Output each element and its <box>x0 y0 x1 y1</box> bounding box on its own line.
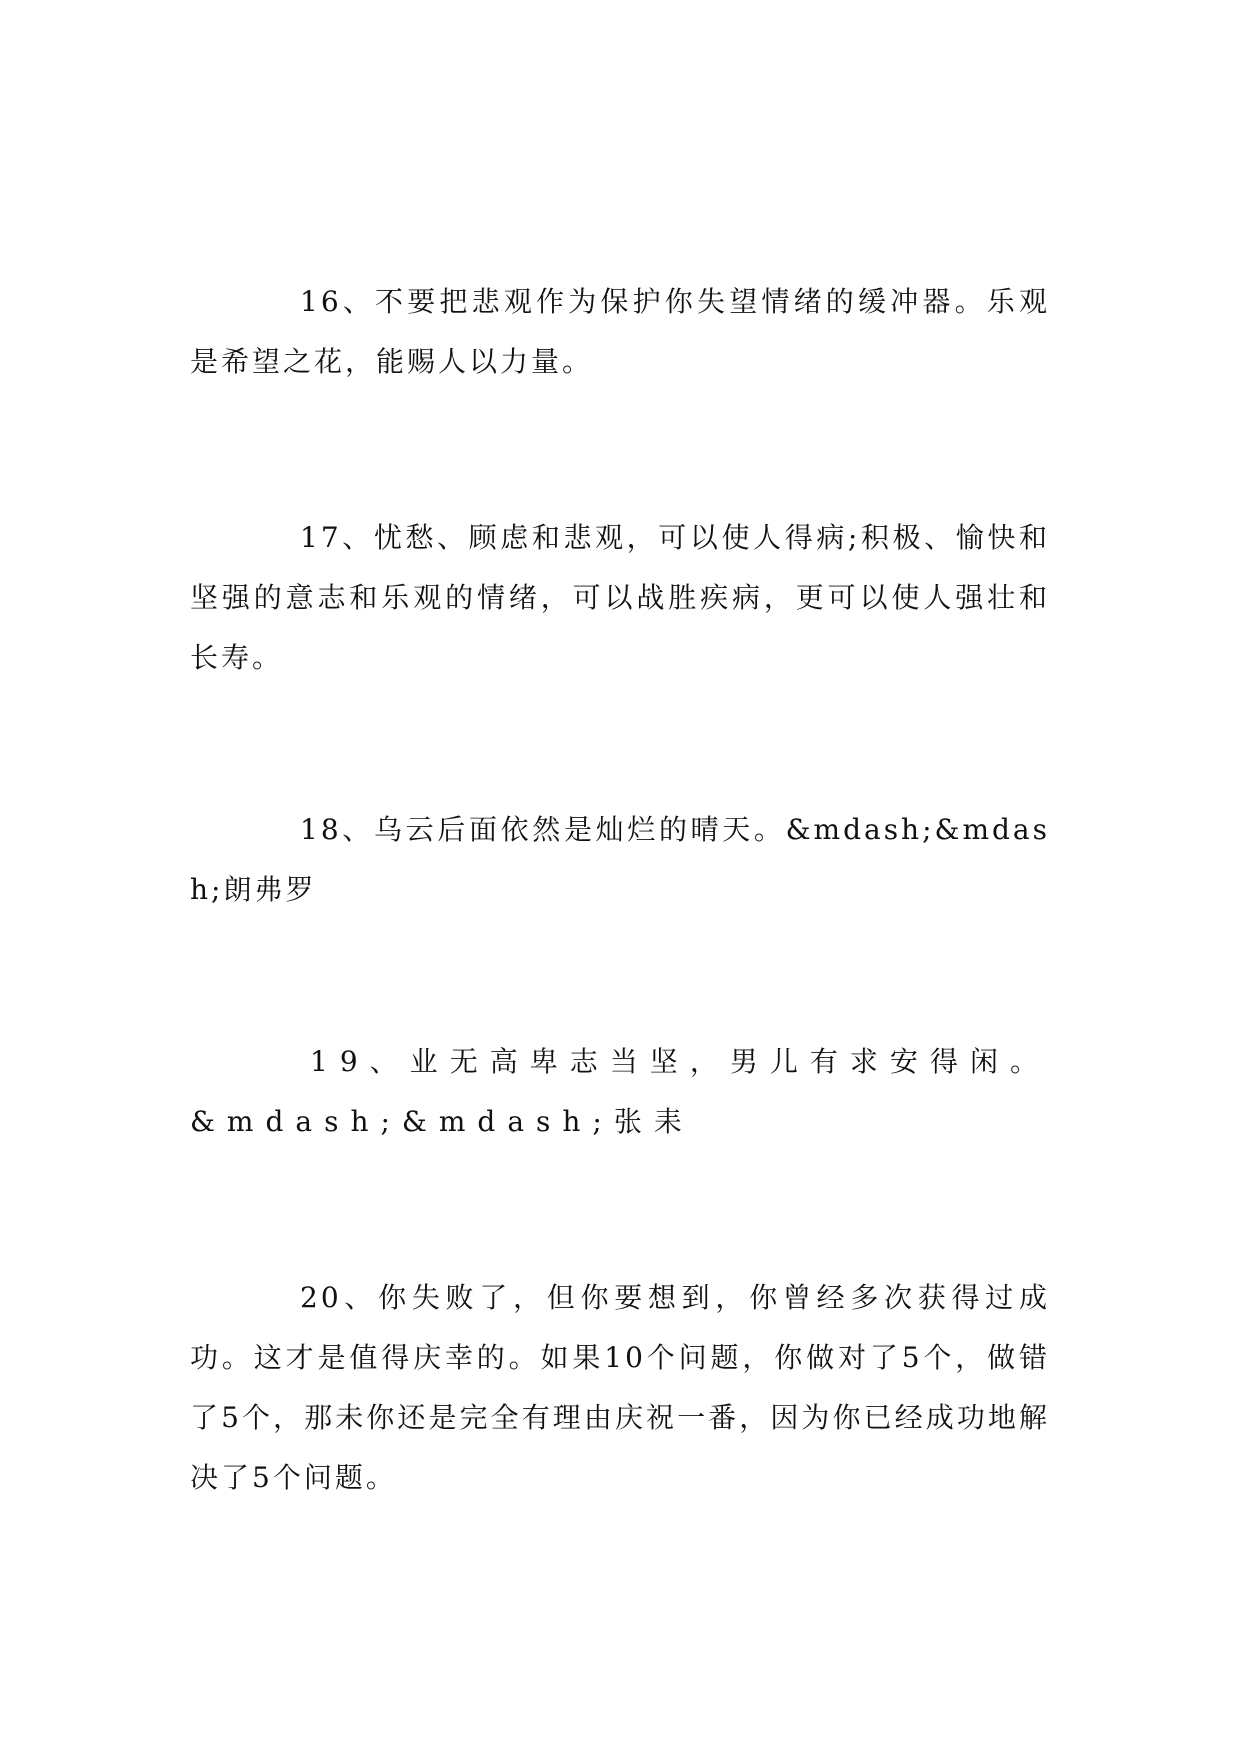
paragraph-19: 19、业无高卑志当坚，男儿有求安得闲。&mdash;&mdash;张耒 <box>190 1045 1050 1138</box>
paragraph-20: 20、你失败了，但你要想到，你曾经多次获得过成功。这才是值得庆幸的。如果10个问题，你做对了5个，做错了5个，那未你还是完全有理由庆祝一番，因为你已经成功地解决了5个问题。 <box>190 1281 1050 1494</box>
paragraph-18: 18、乌云后面依然是灿烂的晴天。&mdash;&mdash;朗弗罗 <box>190 813 1050 906</box>
paragraph-16: 16、不要把悲观作为保护你失望情绪的缓冲器。乐观是希望之花，能赐人以力量。 <box>190 285 1050 378</box>
paragraph-17: 17、忧愁、顾虑和悲观，可以使人得病;积极、愉快和坚强的意志和乐观的情绪，可以战胜疾病，更可以使人强壮和长寿。 <box>190 521 1050 674</box>
